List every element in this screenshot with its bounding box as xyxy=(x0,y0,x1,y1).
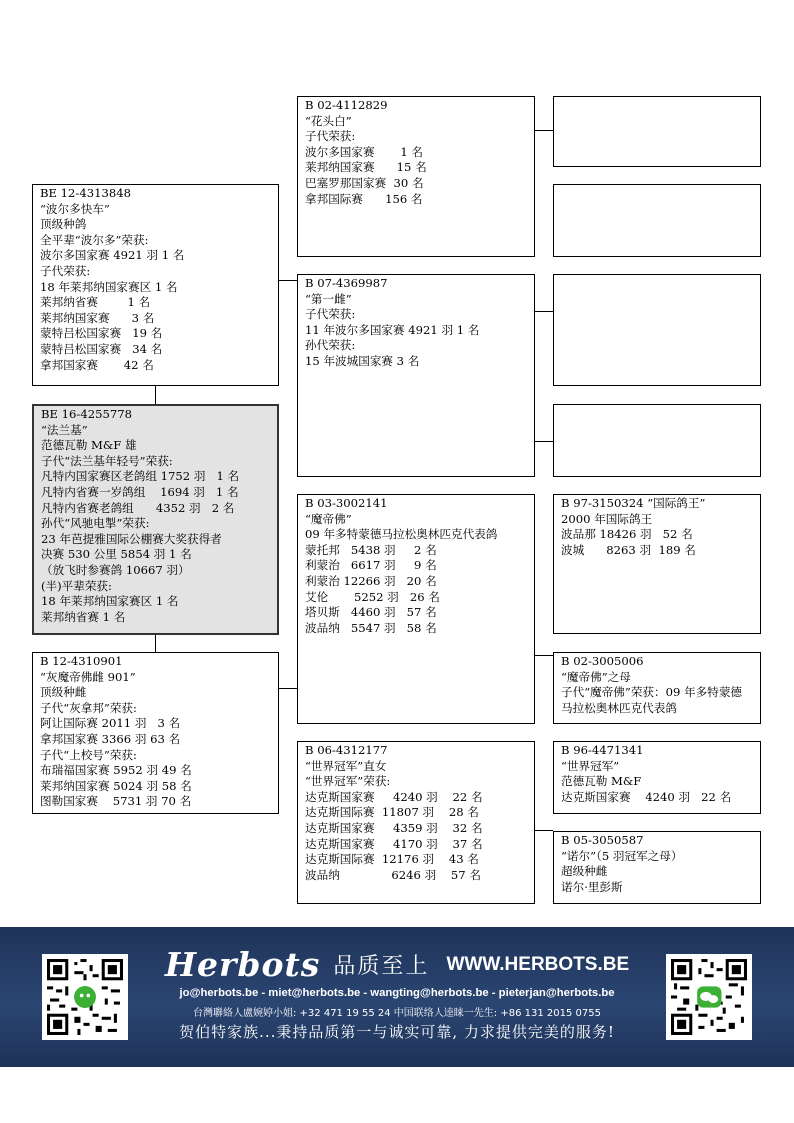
pedigree-line: 蒙特吕松国家赛 19 名 xyxy=(40,326,163,341)
pedigree-line: “魔帝佛” xyxy=(305,511,352,526)
pedigree-line: 艾伦 5252 羽 26 名 xyxy=(305,589,440,604)
pedigree-line: 子代“灰拿邦”荣获: xyxy=(40,700,137,715)
brand-slogan: 品质至上 xyxy=(333,954,430,979)
pedigree-line: 顶级种雌 xyxy=(40,685,87,700)
sire-card xyxy=(32,184,279,386)
pedigree-line: 图勒国家赛 5731 羽 70 名 xyxy=(40,794,192,809)
pedigree-line: B 12-4310901 xyxy=(40,654,123,668)
ss-dam-card xyxy=(553,184,761,257)
pedigree-line: B 97-3150324 “国际鸽王” xyxy=(561,496,706,510)
pedigree-line: BE 16-4255778 xyxy=(41,407,132,421)
pedigree-line: 莱邦纳国家赛 3 名 xyxy=(40,310,155,325)
pedigree-line: B 05-3050587 xyxy=(561,833,644,847)
pedigree-line: 全平辈“波尔多”荣获: xyxy=(40,232,149,247)
pedigree-line: 莱邦纳国家赛 15 名 xyxy=(305,160,427,175)
pedigree-line: 莱邦纳省赛 1 名 xyxy=(40,295,151,310)
pedigree-line: “诺尔”（5 羽冠军之母） xyxy=(561,848,683,863)
pedigree-line: 诺尔·里彭斯 xyxy=(561,879,623,894)
pedigree-line: BE 12-4313848 xyxy=(40,186,131,200)
pedigree-line: 子代“魔帝佛”荣获：09 年多特蒙德马拉松奥林匹克代表鸽 xyxy=(561,685,743,715)
pedigree-line: 波品纳 6246 羽 57 名 xyxy=(305,867,481,882)
website-link[interactable]: WWW.HERBOTS.BE xyxy=(446,953,630,975)
sire-dam-card xyxy=(297,274,535,477)
pedigree-line: 孙代“风驰电掣”荣获: xyxy=(41,516,150,531)
pedigree-line: 拿邦国际赛 156 名 xyxy=(305,191,423,206)
pedigree-line: B 02-3005006 xyxy=(561,654,644,668)
pedigree-line: 达克斯国家赛 4240 羽 22 名 xyxy=(305,789,483,804)
contact-phones: 台灣聯絡人盧婉婷小姐: +32 471 19 55 24 中国联络人逵睐一先生: +86 131 2015 0755 xyxy=(193,1008,601,1019)
connector-sd-lower xyxy=(534,441,553,442)
pedigree-line: “世界冠军”荣获: xyxy=(305,774,391,789)
pedigree-line: 子代荣获: xyxy=(305,129,356,144)
pedigree-line: 顶级种鸽 xyxy=(40,217,87,232)
pedigree-line: 波城 8263 羽 189 名 xyxy=(561,542,696,557)
dam-dam-card xyxy=(297,741,535,904)
connector-sd-upper xyxy=(534,311,553,312)
pedigree-line: 范德瓦勒 M&F 雄 xyxy=(41,438,137,453)
pedigree-line: 09 年多特蒙德马拉松奥林匹克代表鸽 xyxy=(305,527,498,542)
pedigree-line: 波品纳 5547 羽 58 名 xyxy=(305,620,437,635)
brand-logo: Herbots xyxy=(164,945,321,984)
pedigree-line: 18 年莱邦纳国家赛区 1 名 xyxy=(40,279,178,294)
dd-sire-card xyxy=(553,741,761,814)
pedigree-line: 拿邦国家赛 3366 羽 63 名 xyxy=(40,731,181,746)
subject-card xyxy=(32,404,279,635)
pedigree-line: B 03-3002141 xyxy=(305,496,388,510)
pedigree-line: 波尔多国家赛 4921 羽 1 名 xyxy=(40,248,185,263)
pedigree-line: 达克斯国家赛 4170 羽 37 名 xyxy=(305,836,483,851)
sd-sire-card xyxy=(553,274,761,386)
pedigree-line: “灰魔帝佛雌 901” xyxy=(40,669,136,684)
pedigree-line: 凡特内国家赛区老鸽组 1752 羽 1 名 xyxy=(41,469,240,484)
pedigree-line: 达克斯国际赛 12176 羽 43 名 xyxy=(305,852,479,867)
brand-row xyxy=(150,945,644,987)
dam-card xyxy=(32,652,279,814)
qr-code-right[interactable] xyxy=(666,954,752,1040)
pedigree-line: “魔帝佛”之母 xyxy=(561,669,631,684)
pedigree-line: 凡特内省赛一岁鸽组 1694 羽 1 名 xyxy=(41,484,239,499)
pedigree-line: B 96-4471341 xyxy=(561,743,644,757)
pedigree-line: 利蒙治 12266 羽 20 名 xyxy=(305,573,437,588)
pedigree-line: “世界冠军” xyxy=(561,758,620,773)
pedigree-line: 子代荣获: xyxy=(40,263,91,278)
pedigree-line: 莱邦纳省赛 1 名 xyxy=(41,609,126,624)
pedigree-line: 塔贝斯 4460 羽 57 名 xyxy=(305,605,437,620)
connector-dam-branch xyxy=(278,688,297,689)
pedigree-line: 子代“上校号”荣获: xyxy=(40,747,137,762)
pedigree-line: 蒙托邦 5438 羽 2 名 xyxy=(305,542,437,557)
pedigree-line: 凡特内省赛老鸽组 4352 羽 2 名 xyxy=(41,500,235,515)
ds-sire-card xyxy=(553,494,761,634)
email-list[interactable]: jo@herbots.be - miet@herbots.be - wangting@herbots.be - pieterjan@herbots.be xyxy=(179,987,615,999)
footer-banner xyxy=(0,927,794,1067)
pedigree-line: （放飞时参赛鸽 10667 羽） xyxy=(41,562,190,577)
pedigree-line: 布瑞福国家赛 5952 羽 49 名 xyxy=(40,763,192,778)
pedigree-line: 波尔多国家赛 1 名 xyxy=(305,144,424,159)
pedigree-line: 范德瓦勒 M&F xyxy=(561,774,642,789)
pedigree-line: 拿邦国家赛 42 名 xyxy=(40,357,154,372)
pedigree-line: 巴塞罗那国家赛 30 名 xyxy=(305,175,424,190)
pedigree-line: 23 年芭提雅国际公棚赛大奖获得者 xyxy=(41,531,222,546)
pedigree-line: 达克斯国际赛 11807 羽 28 名 xyxy=(305,805,479,820)
pedigree-line: 波品那 18426 羽 52 名 xyxy=(561,527,693,542)
qr-code-icon xyxy=(47,959,123,1035)
pedigree-line: 利蒙治 6617 羽 9 名 xyxy=(305,558,437,573)
pedigree-line: 子代“法兰基年轻号”荣获: xyxy=(41,453,173,468)
pedigree-line: (半)平辈荣获: xyxy=(41,578,112,593)
ds-dam-card xyxy=(553,652,761,724)
dd-dam-card xyxy=(553,831,761,904)
pedigree-line: 达克斯国家赛 4359 羽 32 名 xyxy=(305,820,483,835)
qr-code-left[interactable] xyxy=(42,954,128,1040)
pedigree-line: 阿让国际赛 2011 羽 3 名 xyxy=(40,716,181,731)
pedigree-line: 18 年莱邦纳国家赛区 1 名 xyxy=(41,594,179,609)
pedigree-line: “法兰基” xyxy=(41,422,88,437)
dam-sire-card xyxy=(297,494,535,724)
pedigree-line: 11 年波尔多国家赛 4921 羽 1 名 xyxy=(305,322,480,337)
pedigree-line: 决赛 530 公里 5854 羽 1 名 xyxy=(41,547,192,562)
pedigree-line: 2000 年国际鸽王 xyxy=(561,511,653,526)
family-motto: 贺伯特家族...秉持品质第一与诚实可靠, 力求提供完美的服务! xyxy=(179,1023,615,1041)
pedigree-line: B 02-4112829 xyxy=(305,98,388,112)
pedigree-line: 达克斯国家赛 4240 羽 22 名 xyxy=(561,789,732,804)
pedigree-line: “第一雌” xyxy=(305,291,352,306)
pedigree-line: “世界冠军”直女 xyxy=(305,758,387,773)
sd-dam-card xyxy=(553,404,761,477)
connector-subject-dam xyxy=(155,634,156,653)
pedigree-line: 孙代荣获: xyxy=(305,338,356,353)
connector-dd-branch xyxy=(534,830,553,831)
ss-sire-card xyxy=(553,96,761,167)
connector-ss-branch xyxy=(534,130,553,131)
pedigree-line: “花头白” xyxy=(305,113,352,128)
pedigree-line: B 07-4369987 xyxy=(305,276,388,290)
pedigree-line: 超级种雌 xyxy=(561,864,608,879)
pedigree-line: 蒙特吕松国家赛 34 名 xyxy=(40,341,163,356)
connector-ds-branch xyxy=(534,655,553,656)
pedigree-line: 15 年波城国家赛 3 名 xyxy=(305,353,420,368)
pedigree-line: “波尔多快车” xyxy=(40,201,110,216)
connector-sire-subject xyxy=(155,385,156,405)
pedigree-line: 子代荣获: xyxy=(305,307,356,322)
pedigree-line: B 06-4312177 xyxy=(305,743,388,757)
connector-sire-branch xyxy=(278,280,297,281)
wechat-icon xyxy=(671,959,747,1035)
sire-sire-card xyxy=(297,96,535,257)
pedigree-line: 莱邦纳国家赛 5024 羽 58 名 xyxy=(40,778,192,793)
